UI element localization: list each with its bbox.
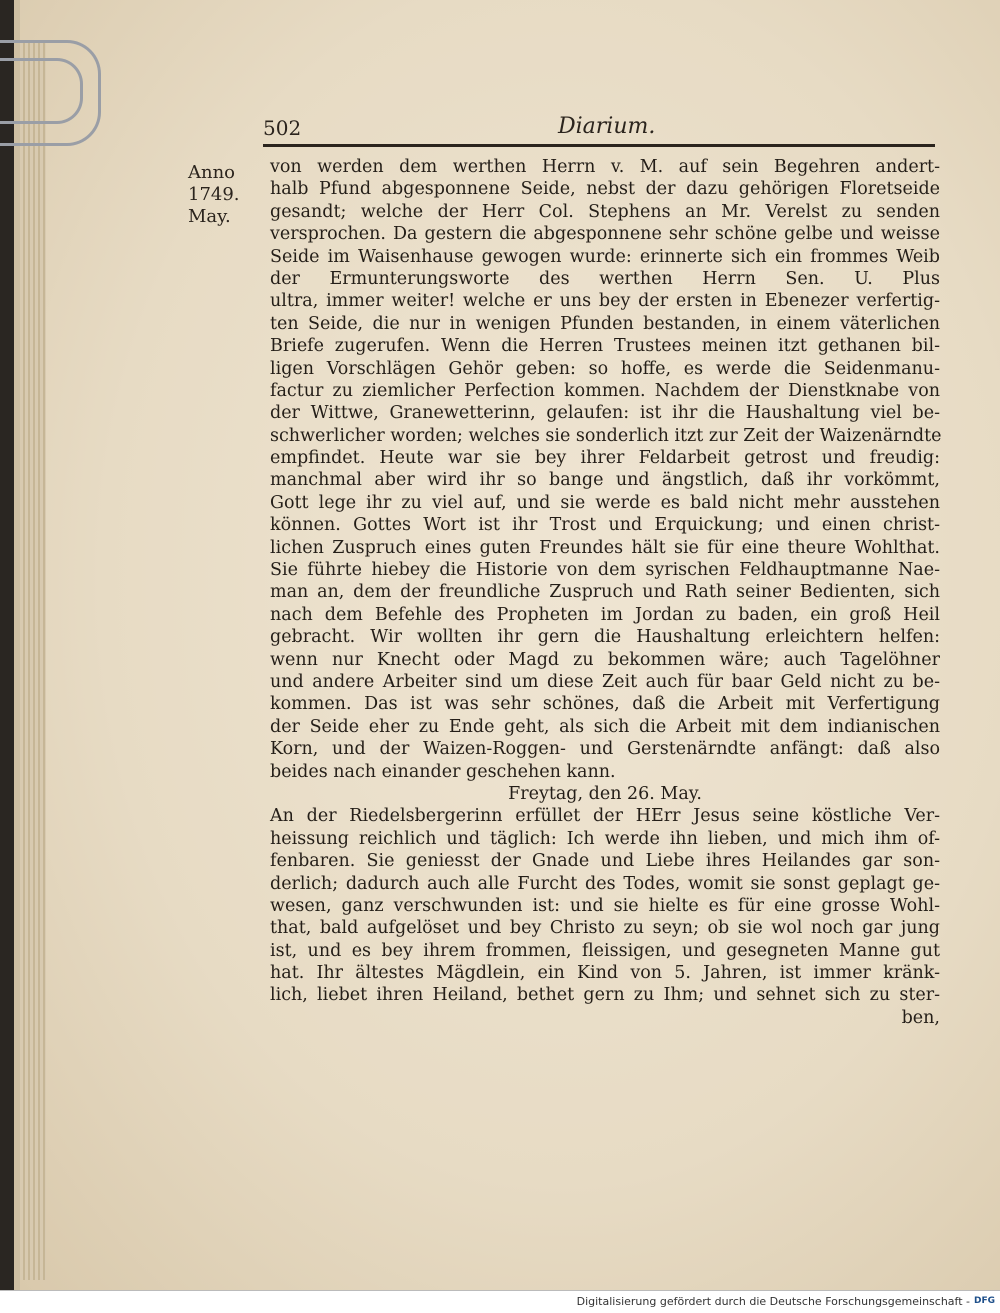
text-line: lich, liebet ihren Heiland, bethet gern zu Ihm; und sehnet sich zu ster- <box>270 985 940 1006</box>
text-line: Korn, und der Waizen-Roggen- und Gerstenärndte anfängt: daß also <box>270 739 940 760</box>
paper-clip-inner-loop <box>0 58 83 124</box>
text-line: wenn nur Knecht oder Magd zu bekommen wäre; auch Tagelöhner <box>270 649 940 670</box>
running-head: Diarium. <box>558 114 656 139</box>
text-line: ist, und es bey ihrem frommen, fleissigen, und gesegneten Manne gut <box>270 940 940 961</box>
text-line: ligen Vorschlägen Gehör geben: so hoffe, es werde die Seidenmanu- <box>270 358 940 379</box>
footer-bar <box>0 1290 1000 1313</box>
text-line: hat. Ihr ältestes Mägdlein, ein Kind von 5. Jahren, ist immer kränk- <box>270 963 940 984</box>
text-line: Gott lege ihr zu viel auf, und sie werde es bald nicht mehr ausstehen <box>270 492 940 513</box>
text-line: kommen. Das ist was sehr schönes, daß die Arbeit mit Verfertigung <box>270 694 940 715</box>
text-line: Briefe zugerufen. Wenn die Herren Trustees meinen itzt gethanen bil- <box>270 336 940 357</box>
dfg-logo-icon: DFG <box>974 1296 996 1306</box>
text-line: derlich; dadurch auch alle Furcht des Todes, womit sie sonst geplagt ge- <box>270 873 940 894</box>
margin-note-line: May. <box>188 206 231 227</box>
page-edge-stack <box>20 40 46 1280</box>
text-line: gesandt; welche der Herr Col. Stephens an Mr. Verelst zu senden <box>270 201 940 222</box>
text-line: schwerlicher worden; welches sie sonderlich itzt zur Zeit der Waizenärndte <box>270 425 942 446</box>
page-number: 502 <box>263 116 302 140</box>
text-line: man an, dem der freundliche Zuspruch und Rath seiner Bedienten, sich <box>270 582 940 603</box>
margin-note-line: 1749. <box>188 184 240 205</box>
text-line: von werden dem werthen Herrn v. M. auf sein Begehren andert- <box>270 157 940 177</box>
text-line: der Ermunterungsworte des werthen Herrn Sen. U. Plus <box>270 268 940 289</box>
text-line: manchmal aber wird ihr so bange und ängstlich, daß ihr vorkömmt, <box>270 470 940 491</box>
text-line: ultra, immer weiter! welche er uns bey der ersten in Ebenezer verfertig- <box>270 291 940 312</box>
text-line: versprochen. Da gestern die abgesponnene sehr schöne gelbe und weisse <box>270 224 940 245</box>
text-line: gebracht. Wir wollten ihr gern die Haushaltung erleichtern helfen: <box>270 627 940 648</box>
text-line: heissung reichlich und täglich: Ich werde ihn lieben, und mich ihm of- <box>270 828 940 849</box>
text-line: beides nach einander geschehen kann. <box>270 761 616 782</box>
text-line: fenbaren. Sie geniesst der Gnade und Liebe ihres Heilandes gar son- <box>270 851 940 872</box>
body-text <box>270 156 940 1029</box>
margin-note <box>188 162 258 228</box>
text-line: halb Pfund abgesponnene Seide, nebst der dazu gehörigen Floretseide <box>270 179 940 200</box>
text-line: factur zu ziemlicher Perfection kommen. Nachdem der Dienstknabe von <box>270 380 940 401</box>
margin-note-line: Anno <box>188 162 236 183</box>
text-line: nach dem Befehle des Propheten im Jordan zu baden, ein groß Heil <box>270 604 940 625</box>
footer-credit: Digitalisierung gefördert durch die Deutsche Forschungsgemeinschaft - <box>576 1295 970 1308</box>
text-line: können. Gottes Wort ist ihr Trost und Erquickung; und einen christ- <box>270 515 940 536</box>
text-line: that, bald aufgelöset und bey Christo zu seyn; ob sie wol noch gar jung <box>270 918 940 939</box>
text-line: wesen, ganz verschwunden ist: und sie hielte es für eine grosse Wohl- <box>270 895 940 916</box>
text-line: und andere Arbeiter sind um diese Zeit auch für baar Geld nicht zu be- <box>270 671 940 692</box>
page-header <box>263 110 935 147</box>
text-line: An der Riedelsbergerinn erfüllet der HErr Jesus seine köstliche Ver- <box>270 806 940 827</box>
text-line: ten Seide, die nur in wenigen Pfunden bestanden, in einem väterlichen <box>270 313 940 334</box>
text-line: der Seide eher zu Ende geht, als sich die Arbeit mit dem indianischen <box>270 716 940 737</box>
text-line: Sie führte hiebey die Historie von dem syrischen Feldhauptmanne Nae- <box>270 560 940 581</box>
section-heading: Freytag, den 26. May. <box>508 783 702 804</box>
catchword: ben, <box>901 1007 940 1028</box>
text-line: lichen Zuspruch eines guten Freundes hält sie für eine theure Wohlthat. <box>270 537 940 558</box>
text-line: der Wittwe, Granewetterinn, gelaufen: ist ihr die Haushaltung viel be- <box>270 403 940 424</box>
text-line: Seide im Waisenhause gewogen wurde: erinnerte sich ein frommes Weib <box>270 246 940 267</box>
text-line: empfindet. Heute war sie bey ihrer Feldarbeit getrost und freudig: <box>270 448 940 469</box>
